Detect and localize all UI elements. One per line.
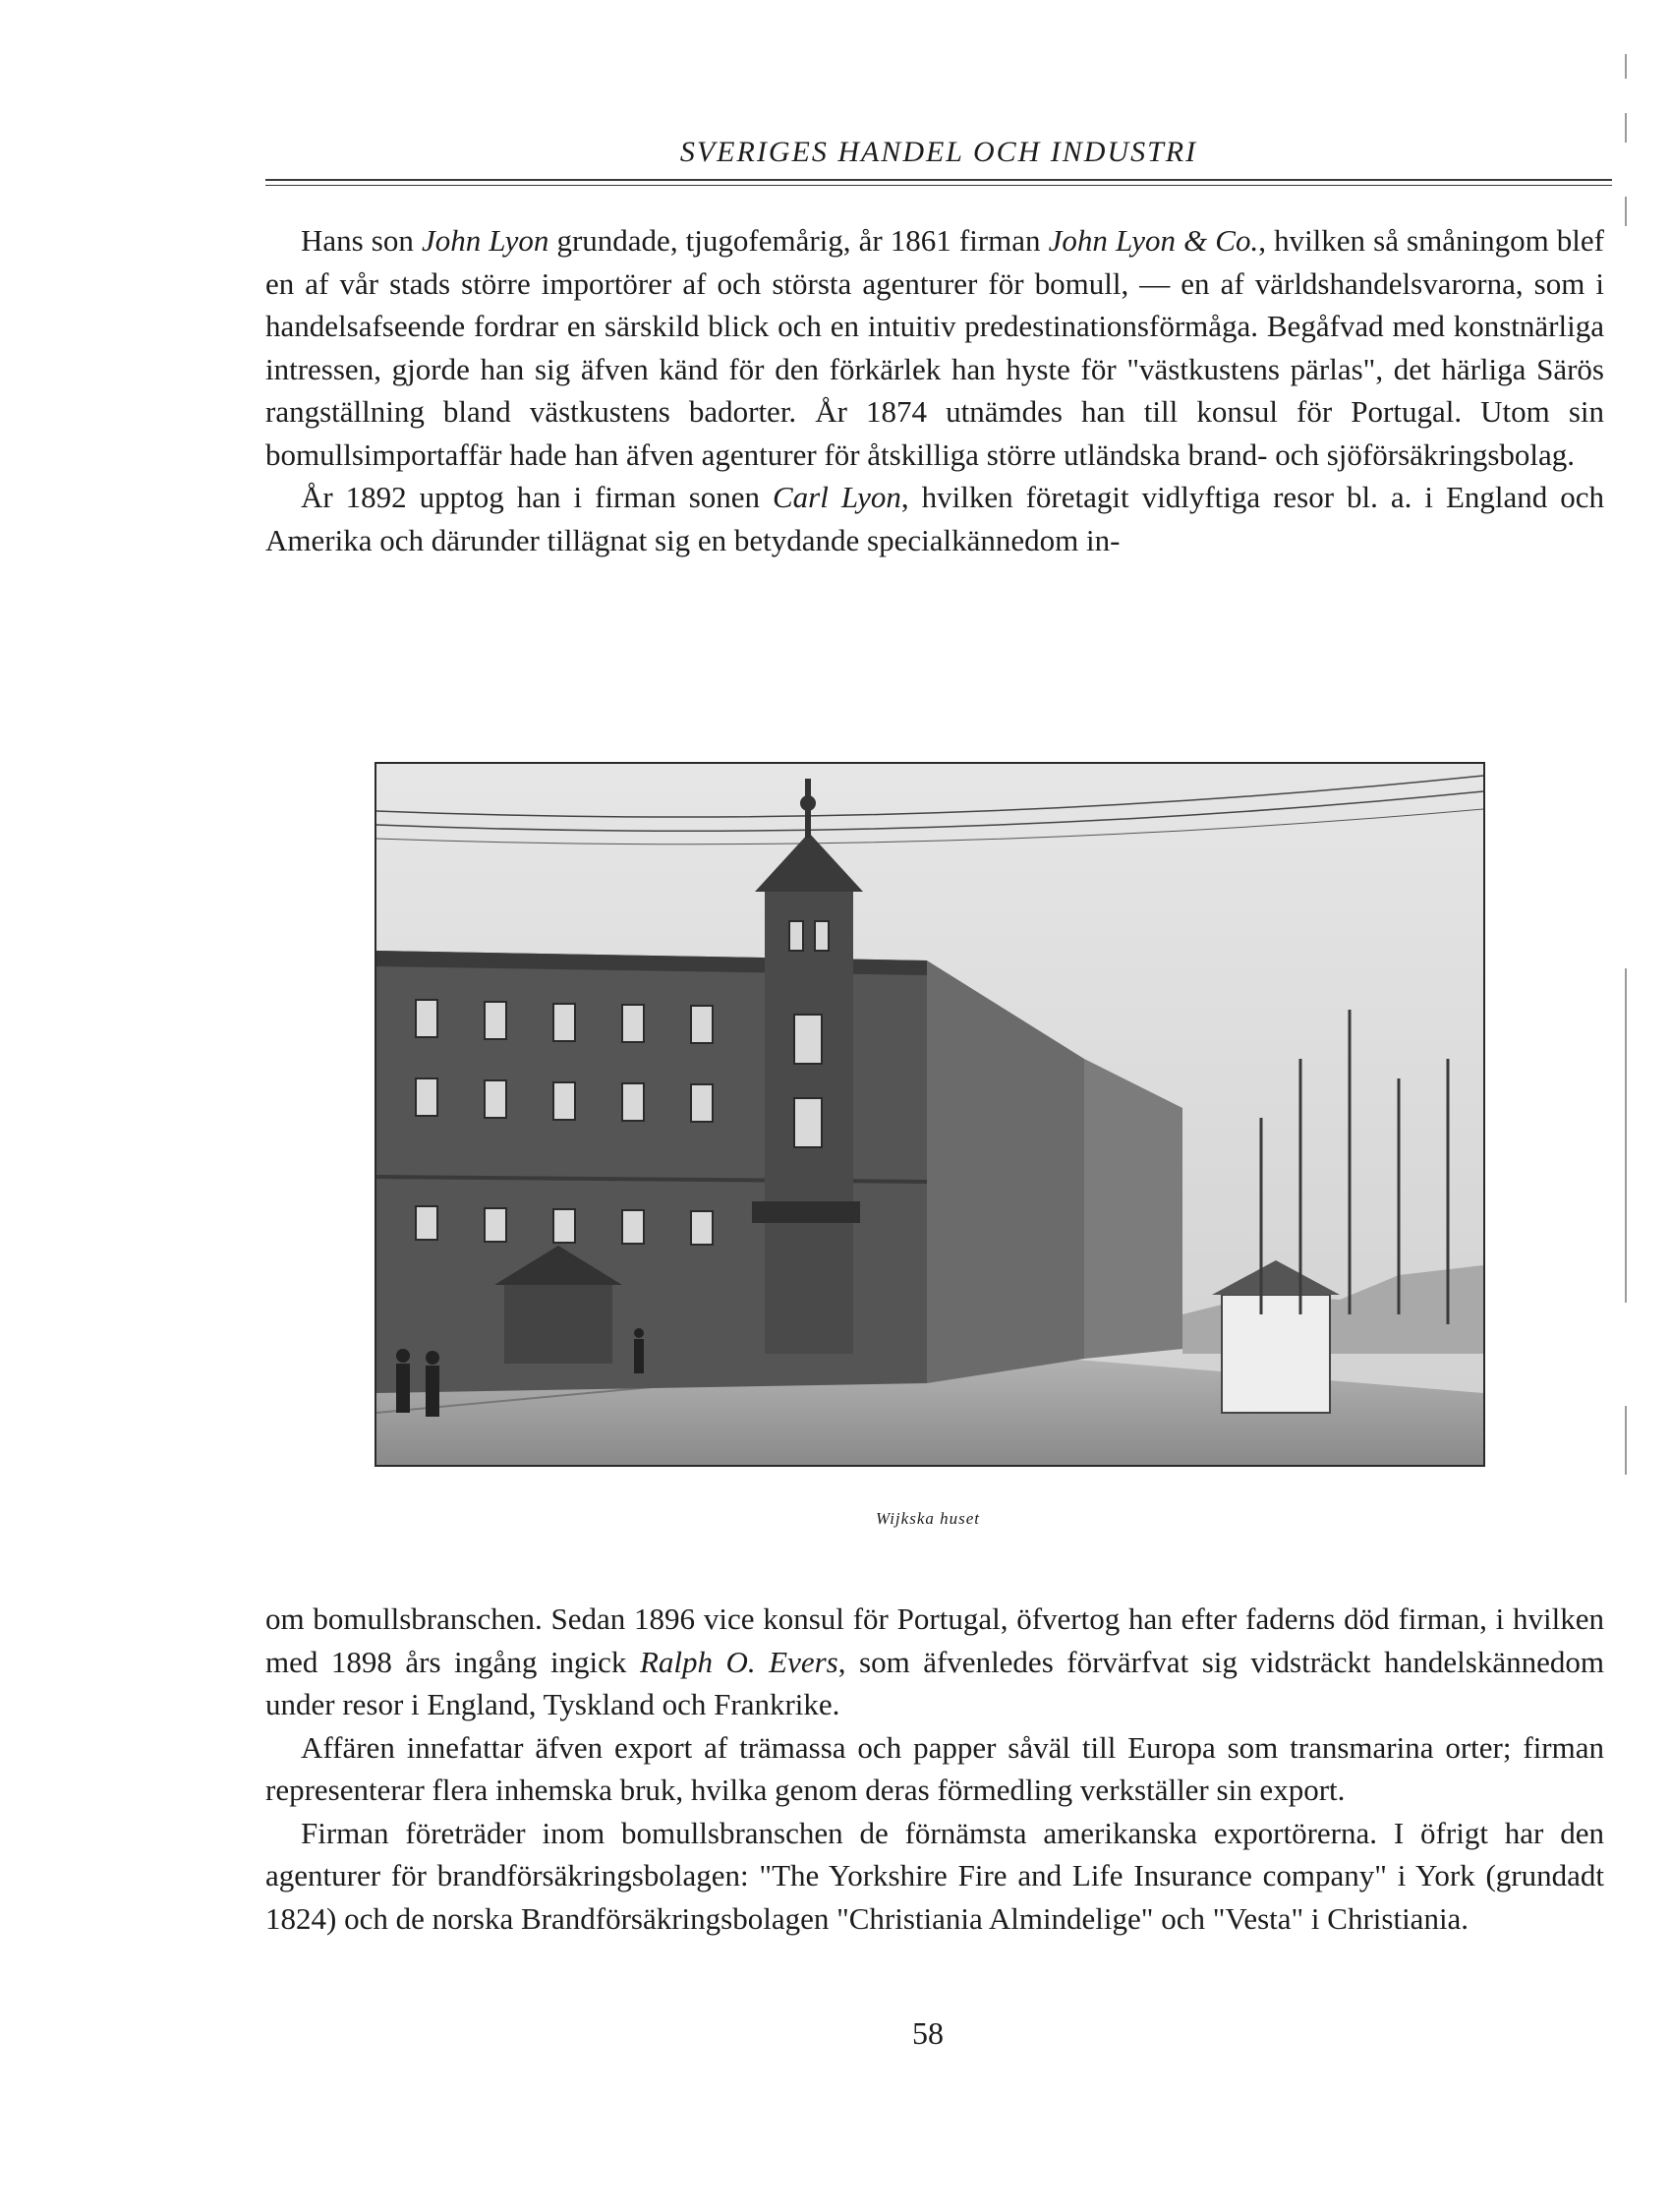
person-name: Ralph O. Evers	[639, 1644, 838, 1679]
paragraph: Firman företräder inom bomullsbranschen de förnämsta amerikanska exportörerna. I öfrigt har den agenturer för brandförsäkringsbolagen: "The Yorkshire Fire and Life Insurance company" i York (grundadt 1824) och de norska Brandförsäkringsbolagen "Christiania Almindelige" och "Vesta" i Christiania.	[265, 1815, 1604, 1936]
paragraph	[265, 1598, 1604, 1726]
photo-caption: Wijkska huset	[875, 1509, 980, 1528]
paragraph	[265, 476, 1604, 561]
scan-edge-mark	[1625, 54, 1627, 79]
text-run: , hvilken så småningom blef en af vår stads större importörer af och största agenturer för bomull, — en af världshandelsvarorna, som i handelsafseende fordrar en särskild blick och en intuitiv predestinationsförmåga. Begåfvad med konstnärliga intressen, gjorde han sig äfven känd för den förkärlek han hyste för "västkustens pärlas", det härliga Särös rangställning bland västkustens badorter. År 1874 utnämdes han till konsul för Portugal. Utom sin bomullsimportaffär hade han äfven agenturer för åtskilliga större utländska brand- och sjöförsäkringsbolag.	[265, 223, 1604, 472]
text-run: Hans son	[301, 223, 422, 258]
running-header: SVERIGES HANDEL OCH INDUSTRI	[679, 136, 1198, 168]
firm-name: John Lyon & Co.	[1048, 223, 1259, 258]
building-photograph	[375, 762, 1485, 1467]
body-text-top	[265, 219, 1604, 561]
scan-edge-mark	[1625, 1406, 1627, 1475]
body-text-bottom	[265, 1598, 1604, 1940]
scan-edge-mark	[1625, 113, 1627, 143]
text-run: , hvilken företagit vidlyftiga resor bl. a. i England och Amerika och därunder tillägnat sig en betydande specialkännedom in-	[265, 480, 1605, 557]
text-run: , som äfvenledes förvärfvat sig vidsträckt handelskännedom under resor i England, Tyskland och Frankrike.	[265, 1644, 1604, 1721]
scan-edge-mark	[1625, 968, 1627, 1303]
paragraph	[265, 219, 1604, 476]
text-run: År 1892 upptog han i firman sonen	[301, 480, 773, 514]
person-name: Carl Lyon	[773, 480, 901, 514]
header-rule	[265, 185, 1612, 186]
page-number: 58	[912, 2015, 944, 2051]
scan-edge-mark	[1625, 197, 1627, 226]
text-run: grundade, tjugofemårig, år 1861 firman	[548, 223, 1049, 258]
person-name: John Lyon	[421, 223, 549, 258]
photo-illustration	[376, 764, 1483, 1465]
header-rule	[265, 179, 1612, 181]
text-run: om bomullsbranschen. Sedan 1896 vice konsul för Portugal, öfvertog han efter faderns död firman, i hvilken med 1898 års ingång ingick	[265, 1601, 1604, 1679]
paragraph: Affären innefattar äfven export af trämassa och papper såväl till Europa som transmarina orter; firman representerar flera inhemska bruk, hvilka genom deras förmedling verkställer sin export.	[265, 1729, 1604, 1807]
